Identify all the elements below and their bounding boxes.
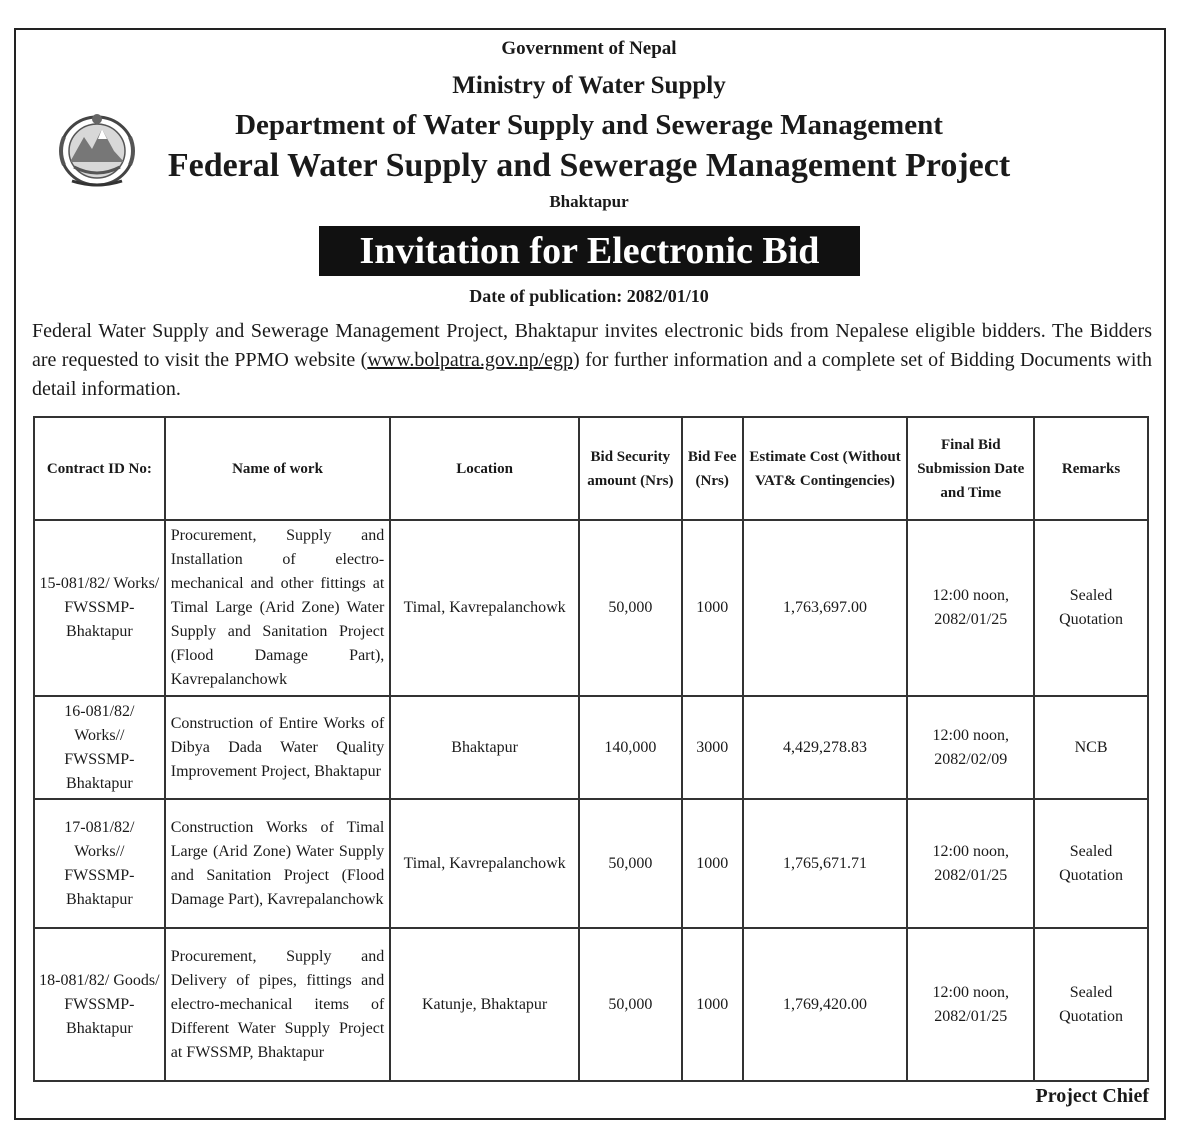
bid-fee-cell: 1000	[682, 799, 743, 928]
bid-security-cell: 50,000	[579, 799, 682, 928]
table-row	[34, 520, 1148, 696]
contract-id-cell: 18-081/82/ Goods/ FWSSMP- Bhaktapur	[34, 928, 165, 1081]
remarks-cell: Sealed Quotation	[1034, 928, 1148, 1081]
work-name-cell: Construction of Entire Works of Dibya Dada Water Quality Improvement Project, Bhaktapur	[165, 696, 391, 799]
deadline-cell: 12:00 noon, 2082/01/25	[907, 520, 1034, 696]
header-bid-security: Bid Security amount (Nrs)	[579, 417, 682, 520]
ministry-heading: Ministry of Water Supply	[452, 72, 726, 99]
location-cell: Bhaktapur	[390, 696, 579, 799]
project-heading: Federal Water Supply and Sewerage Management Project	[167, 147, 1011, 184]
table-row	[34, 696, 1148, 799]
bid-fee-cell: 1000	[682, 520, 743, 696]
intro-text-start: Federal Water Supply and Sewerage Management Project, Bhaktapur invites electronic bids from Nepalese eligible bidders. The Bidders are requested to visit the PPMO website (	[32, 320, 1152, 371]
remarks-cell: Sealed Quotation	[1034, 799, 1148, 928]
ppmo-website-link[interactable]: www.bolpatra.gov.np/egp	[367, 349, 574, 371]
deadline-cell: 12:00 noon, 2082/01/25	[907, 928, 1034, 1081]
remarks-cell: Sealed Quotation	[1034, 520, 1148, 696]
intro-text-end: ) for further information and a complete set of Bidding Documents with detail information.	[32, 349, 1152, 400]
bid-security-cell: 50,000	[579, 520, 682, 696]
bid-fee-cell: 1000	[682, 928, 743, 1081]
table-row	[34, 928, 1148, 1081]
deadline-cell: 12:00 noon, 2082/01/25	[907, 799, 1034, 928]
signature-title: Project Chief	[1035, 1085, 1149, 1107]
location-cell: Katunje, Bhaktapur	[390, 928, 579, 1081]
contract-id-cell: 15-081/82/ Works/ FWSSMP- Bhaktapur	[34, 520, 165, 696]
bid-table	[33, 416, 1149, 1082]
contract-id-cell: 16-081/82/ Works// FWSSMP- Bhaktapur	[34, 696, 165, 799]
bid-security-cell: 50,000	[579, 928, 682, 1081]
table-row	[34, 799, 1148, 928]
deadline-cell: 12:00 noon, 2082/02/09	[907, 696, 1034, 799]
bid-fee-cell: 3000	[682, 696, 743, 799]
header-estimate-cost: Estimate Cost (Without VAT& Contingencies)	[743, 417, 908, 520]
location-cell: Timal, Kavrepalanchowk	[390, 520, 579, 696]
header-bid-fee: Bid Fee (Nrs)	[682, 417, 743, 520]
header-submission-deadline: Final Bid Submission Date and Time	[907, 417, 1034, 520]
publication-date: Date of publication: 2082/01/10	[469, 286, 709, 306]
remarks-cell: NCB	[1034, 696, 1148, 799]
estimate-cost-cell: 1,769,420.00	[743, 928, 908, 1081]
header-remarks: Remarks	[1034, 417, 1148, 520]
department-heading: Department of Water Supply and Sewerage Management	[235, 109, 943, 141]
government-heading: Government of Nepal	[501, 38, 677, 59]
work-name-cell: Procurement, Supply and Installation of electro-mechanical and other fittings at Timal Large (Arid Zone) Water Supply and Sanitation Project (Flood Damage Part), Kavrepalanchowk	[165, 520, 391, 696]
header-contract-id: Contract ID No:	[34, 417, 165, 520]
contract-id-cell: 17-081/82/ Works// FWSSMP- Bhaktapur	[34, 799, 165, 928]
intro-paragraph	[32, 317, 1152, 404]
work-name-cell: Construction Works of Timal Large (Arid Zone) Water Supply and Sanitation Project (Flood Damage Part), Kavrepalanchowk	[165, 799, 391, 928]
estimate-cost-cell: 1,765,671.71	[743, 799, 908, 928]
bid-security-cell: 140,000	[579, 696, 682, 799]
estimate-cost-cell: 1,763,697.00	[743, 520, 908, 696]
estimate-cost-cell: 4,429,278.83	[743, 696, 908, 799]
header-name-of-work: Name of work	[165, 417, 391, 520]
work-name-cell: Procurement, Supply and Delivery of pipes, fittings and electro-mechanical items of Different Water Supply Project at FWSSMP, Bhaktapur	[165, 928, 391, 1081]
notice-title-banner: Invitation for Electronic Bid	[319, 226, 860, 276]
header-location: Location	[390, 417, 579, 520]
location-heading: Bhaktapur	[549, 192, 629, 211]
table-header-row	[34, 417, 1148, 520]
location-cell: Timal, Kavrepalanchowk	[390, 799, 579, 928]
